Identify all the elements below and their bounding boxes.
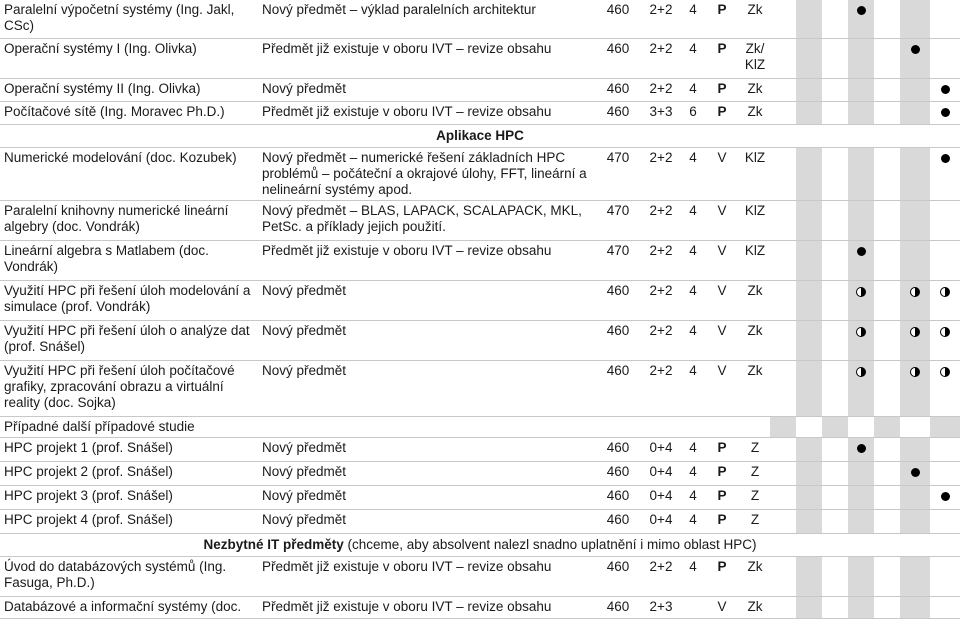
semester-cell: [770, 320, 796, 360]
banner-text: (chceme, aby absolvent nalezl snadno uplatnění i mimo oblast HPC): [343, 536, 757, 552]
dept-code: 460: [596, 101, 640, 124]
exam-type: KlZ: [740, 240, 770, 280]
semester-cell: [900, 38, 930, 78]
exam-type: KlZ: [740, 200, 770, 240]
semester-cell: [930, 360, 960, 416]
semester-cell: [770, 485, 796, 509]
filled-circle-icon: [941, 85, 950, 94]
semester-cell: [874, 509, 900, 533]
table-row: [0, 280, 960, 320]
table-row: [0, 320, 960, 360]
semester-cell: [874, 280, 900, 320]
semester-cell: [796, 461, 822, 485]
empty-cell: [640, 416, 682, 437]
semester-cell: [874, 200, 900, 240]
course-status: Nový předmět: [258, 78, 596, 101]
semester-cell: [848, 147, 874, 200]
semester-cell: [796, 360, 822, 416]
semester-cell: [770, 437, 796, 461]
semester-cell: [874, 556, 900, 596]
semester-cell: [822, 240, 848, 280]
exam-type: Zk: [740, 78, 770, 101]
semester-cell: [822, 0, 848, 38]
semester-cell: [796, 485, 822, 509]
table-row: [0, 38, 960, 78]
empty-cell: [682, 416, 704, 437]
semester-cell: [770, 556, 796, 596]
filled-circle-icon: [941, 154, 950, 163]
empty-cell: [796, 416, 822, 437]
dept-code: 470: [596, 240, 640, 280]
semester-cell: [822, 280, 848, 320]
credits: 4: [682, 320, 704, 360]
semester-cell: [796, 280, 822, 320]
semester-cell: [822, 320, 848, 360]
semester-cell: [822, 509, 848, 533]
semester-cell: [796, 320, 822, 360]
semester-cell: [822, 200, 848, 240]
course-name: HPC projekt 4 (prof. Snášel): [0, 509, 258, 533]
exam-type: Zk: [740, 596, 770, 618]
semester-cell: [796, 0, 822, 38]
course-status: Předmět již existuje v oboru IVT – revize obsahu: [258, 596, 596, 618]
course-name: Operační systémy II (Ing. Olivka): [0, 78, 258, 101]
semester-cell: [930, 556, 960, 596]
semester-cell: [900, 485, 930, 509]
semester-cell: [930, 78, 960, 101]
exam-type: Z: [740, 485, 770, 509]
semester-cell: [796, 78, 822, 101]
hours: 0+4: [640, 437, 682, 461]
exam-type: KlZ: [740, 147, 770, 200]
dept-code: 460: [596, 78, 640, 101]
half-circle-icon: [856, 367, 866, 377]
semester-cell: [822, 461, 848, 485]
semester-cell: [900, 280, 930, 320]
course-type: V: [704, 240, 740, 280]
semester-cell: [770, 360, 796, 416]
semester-cell: [822, 147, 848, 200]
semester-cell: [930, 320, 960, 360]
semester-cell: [822, 556, 848, 596]
credits: 4: [682, 461, 704, 485]
table-row: [0, 101, 960, 124]
semester-cell: [822, 38, 848, 78]
course-name: Databázové a informační systémy (doc.: [0, 596, 258, 618]
table-row: [0, 509, 960, 533]
course-type: V: [704, 360, 740, 416]
course-status: Předmět již existuje v oboru IVT – revize obsahu: [258, 38, 596, 78]
semester-cell: [900, 509, 930, 533]
course-status: Nový předmět: [258, 320, 596, 360]
semester-cell: [900, 200, 930, 240]
semester-cell: [930, 509, 960, 533]
table-row: [0, 0, 960, 38]
semester-cell: [848, 596, 874, 618]
empty-cell: [900, 416, 930, 437]
hours: 2+2: [640, 240, 682, 280]
course-type: P: [704, 38, 740, 78]
filled-circle-icon: [941, 492, 950, 501]
section-row: [0, 124, 960, 147]
course-type: P: [704, 78, 740, 101]
hours: 2+2: [640, 38, 682, 78]
empty-cell: [704, 416, 740, 437]
table-row: [0, 240, 960, 280]
semester-cell: [848, 485, 874, 509]
credits: 4: [682, 78, 704, 101]
semester-cell: [848, 0, 874, 38]
semester-cell: [874, 485, 900, 509]
course-status: Předmět již existuje v oboru IVT – revize obsahu: [258, 556, 596, 596]
semester-cell: [770, 0, 796, 38]
semester-cell: [874, 437, 900, 461]
credits: 4: [682, 200, 704, 240]
empty-cell: [874, 416, 900, 437]
table-row: [0, 147, 960, 200]
semester-cell: [848, 38, 874, 78]
credits: 4: [682, 147, 704, 200]
semester-cell: [796, 147, 822, 200]
semester-cell: [822, 360, 848, 416]
semester-cell: [900, 437, 930, 461]
course-name: Využití HPC při řešení úloh o analýze dat (prof. Snášel): [0, 320, 258, 360]
filled-circle-icon: [857, 444, 866, 453]
empty-cell: [740, 416, 770, 437]
semester-cell: [930, 147, 960, 200]
semester-cell: [770, 38, 796, 78]
semester-cell: [930, 461, 960, 485]
dept-code: 470: [596, 147, 640, 200]
semester-cell: [848, 437, 874, 461]
credits: 4: [682, 38, 704, 78]
semester-cell: [796, 240, 822, 280]
exam-type: Zk: [740, 101, 770, 124]
table-row: [0, 596, 960, 618]
course-type: V: [704, 280, 740, 320]
course-status: Nový předmět – numerické řešení základních HPC problémů – počáteční a okrajové úlohy, FFT, lineární a nelineární systémy apod.: [258, 147, 596, 200]
semester-cell: [848, 280, 874, 320]
course-status: Nový předmět: [258, 280, 596, 320]
semester-cell: [822, 78, 848, 101]
filled-circle-icon: [857, 247, 866, 256]
semester-cell: [796, 200, 822, 240]
semester-cell: [848, 320, 874, 360]
exam-type: Zk: [740, 320, 770, 360]
course-status: Nový předmět: [258, 461, 596, 485]
filled-circle-icon: [911, 468, 920, 477]
exam-type: Z: [740, 509, 770, 533]
course-name: Úvod do databázových systémů (Ing. Fasuga, Ph.D.): [0, 556, 258, 596]
semester-cell: [900, 147, 930, 200]
banner-cell: [0, 533, 960, 556]
hours: 2+2: [640, 280, 682, 320]
half-circle-icon: [910, 287, 920, 297]
course-name: Lineární algebra s Matlabem (doc. Vondrák): [0, 240, 258, 280]
credits: 4: [682, 240, 704, 280]
semester-cell: [770, 509, 796, 533]
semester-cell: [770, 461, 796, 485]
semester-cell: [874, 78, 900, 101]
semester-cell: [770, 280, 796, 320]
note-row: [0, 416, 960, 437]
course-name: Počítačové sítě (Ing. Moravec Ph.D.): [0, 101, 258, 124]
course-name: Paralelní výpočetní systémy (Ing. Jakl, CSc): [0, 0, 258, 38]
half-circle-icon: [910, 367, 920, 377]
half-circle-icon: [940, 367, 950, 377]
hours: 0+4: [640, 485, 682, 509]
course-name: Numerické modelování (doc. Kozubek): [0, 147, 258, 200]
exam-type: Zk: [740, 360, 770, 416]
exam-type: Z: [740, 437, 770, 461]
section-heading: Aplikace HPC: [0, 124, 960, 147]
dept-code: 460: [596, 437, 640, 461]
semester-cell: [770, 78, 796, 101]
course-name: Využití HPC při řešení úloh modelování a simulace (prof. Vondrák): [0, 280, 258, 320]
half-circle-icon: [910, 327, 920, 337]
course-type: P: [704, 509, 740, 533]
filled-circle-icon: [941, 108, 950, 117]
course-name: HPC projekt 3 (prof. Snášel): [0, 485, 258, 509]
exam-type: Zk/ KlZ: [740, 38, 770, 78]
hours: 2+2: [640, 78, 682, 101]
semester-cell: [874, 147, 900, 200]
semester-cell: [822, 596, 848, 618]
semester-cell: [874, 0, 900, 38]
semester-cell: [822, 101, 848, 124]
course-type: P: [704, 101, 740, 124]
exam-type: Zk: [740, 280, 770, 320]
banner-row: [0, 533, 960, 556]
semester-cell: [930, 437, 960, 461]
hours: 2+3: [640, 596, 682, 618]
dept-code: 460: [596, 320, 640, 360]
semester-cell: [874, 38, 900, 78]
semester-cell: [822, 485, 848, 509]
semester-cell: [796, 437, 822, 461]
semester-cell: [770, 147, 796, 200]
table-row: [0, 360, 960, 416]
hours: 2+2: [640, 200, 682, 240]
semester-cell: [848, 101, 874, 124]
semester-cell: [796, 509, 822, 533]
semester-cell: [770, 200, 796, 240]
semester-cell: [930, 596, 960, 618]
hours: 2+2: [640, 556, 682, 596]
semester-cell: [874, 461, 900, 485]
empty-cell: [822, 416, 848, 437]
course-type: P: [704, 0, 740, 38]
exam-type: Z: [740, 461, 770, 485]
semester-cell: [848, 556, 874, 596]
course-type: P: [704, 461, 740, 485]
semester-cell: [770, 240, 796, 280]
semester-cell: [796, 596, 822, 618]
semester-cell: [874, 596, 900, 618]
hours: 2+2: [640, 147, 682, 200]
credits: 4: [682, 437, 704, 461]
exam-type: Zk: [740, 556, 770, 596]
empty-cell: [770, 416, 796, 437]
semester-cell: [930, 101, 960, 124]
semester-cell: [848, 200, 874, 240]
note-cell: Případné další případové studie: [0, 416, 596, 437]
empty-cell: [848, 416, 874, 437]
course-name: Operační systémy I (Ing. Olivka): [0, 38, 258, 78]
table-row: [0, 437, 960, 461]
semester-cell: [848, 461, 874, 485]
half-circle-icon: [856, 327, 866, 337]
course-status: Nový předmět – výklad paralelních architektur: [258, 0, 596, 38]
semester-cell: [930, 280, 960, 320]
semester-cell: [848, 360, 874, 416]
credits: 4: [682, 280, 704, 320]
semester-cell: [930, 38, 960, 78]
course-status: Nový předmět – BLAS, LAPACK, SCALAPACK, MKL, PetSc. a příklady jejich použití.: [258, 200, 596, 240]
filled-circle-icon: [857, 6, 866, 15]
semester-cell: [900, 556, 930, 596]
semester-cell: [796, 38, 822, 78]
semester-cell: [900, 78, 930, 101]
semester-cell: [874, 101, 900, 124]
half-circle-icon: [940, 327, 950, 337]
dept-code: 460: [596, 38, 640, 78]
dept-code: 460: [596, 0, 640, 38]
semester-cell: [796, 101, 822, 124]
half-circle-icon: [940, 287, 950, 297]
course-type: V: [704, 596, 740, 618]
credits: 4: [682, 360, 704, 416]
semester-cell: [770, 101, 796, 124]
course-status: Nový předmět: [258, 485, 596, 509]
hours: 0+4: [640, 509, 682, 533]
credits: 6: [682, 101, 704, 124]
semester-cell: [900, 596, 930, 618]
semester-cell: [822, 437, 848, 461]
dept-code: 460: [596, 280, 640, 320]
semester-cell: [848, 509, 874, 533]
course-name: HPC projekt 1 (prof. Snášel): [0, 437, 258, 461]
credits: 4: [682, 485, 704, 509]
credits: 4: [682, 0, 704, 38]
course-type: V: [704, 320, 740, 360]
semester-cell: [848, 78, 874, 101]
course-status: Předmět již existuje v oboru IVT – revize obsahu: [258, 101, 596, 124]
table-row: [0, 200, 960, 240]
course-status: Předmět již existuje v oboru IVT – revize obsahu: [258, 240, 596, 280]
semester-cell: [930, 0, 960, 38]
half-circle-icon: [856, 287, 866, 297]
banner-bold: Nezbytné IT předměty: [203, 536, 344, 552]
dept-code: 460: [596, 509, 640, 533]
course-status: Nový předmět: [258, 509, 596, 533]
table-row: [0, 78, 960, 101]
semester-cell: [900, 360, 930, 416]
empty-cell: [596, 416, 640, 437]
credits: 4: [682, 509, 704, 533]
course-type: V: [704, 200, 740, 240]
table-row: [0, 485, 960, 509]
semester-cell: [900, 461, 930, 485]
semester-cell: [930, 485, 960, 509]
hours: 2+2: [640, 320, 682, 360]
course-type: P: [704, 556, 740, 596]
course-type: P: [704, 485, 740, 509]
semester-cell: [874, 320, 900, 360]
dept-code: 460: [596, 556, 640, 596]
credits: [682, 596, 704, 618]
semester-cell: [900, 240, 930, 280]
course-type: V: [704, 147, 740, 200]
course-status: Nový předmět: [258, 360, 596, 416]
dept-code: 460: [596, 360, 640, 416]
semester-cell: [900, 101, 930, 124]
semester-cell: [770, 596, 796, 618]
hours: 3+3: [640, 101, 682, 124]
filled-circle-icon: [911, 45, 920, 54]
table-row: [0, 461, 960, 485]
semester-cell: [796, 556, 822, 596]
semester-cell: [848, 240, 874, 280]
semester-cell: [930, 240, 960, 280]
course-name: Paralelní knihovny numerické lineární algebry (doc. Vondrák): [0, 200, 258, 240]
course-name: HPC projekt 2 (prof. Snášel): [0, 461, 258, 485]
course-type: P: [704, 437, 740, 461]
semester-cell: [900, 320, 930, 360]
hours: 2+2: [640, 0, 682, 38]
course-status: Nový předmět: [258, 437, 596, 461]
semester-cell: [874, 360, 900, 416]
empty-cell: [930, 416, 960, 437]
semester-cell: [900, 0, 930, 38]
dept-code: 470: [596, 200, 640, 240]
dept-code: 460: [596, 485, 640, 509]
hours: 0+4: [640, 461, 682, 485]
credits: 4: [682, 556, 704, 596]
exam-type: Zk: [740, 0, 770, 38]
table-row: [0, 556, 960, 596]
semester-cell: [874, 240, 900, 280]
hours: 2+2: [640, 360, 682, 416]
dept-code: 460: [596, 461, 640, 485]
dept-code: 460: [596, 596, 640, 618]
course-name: Využití HPC při řešení úloh počítačové grafiky, zpracování obrazu a virtuální reality (doc. Sojka): [0, 360, 258, 416]
semester-cell: [930, 200, 960, 240]
